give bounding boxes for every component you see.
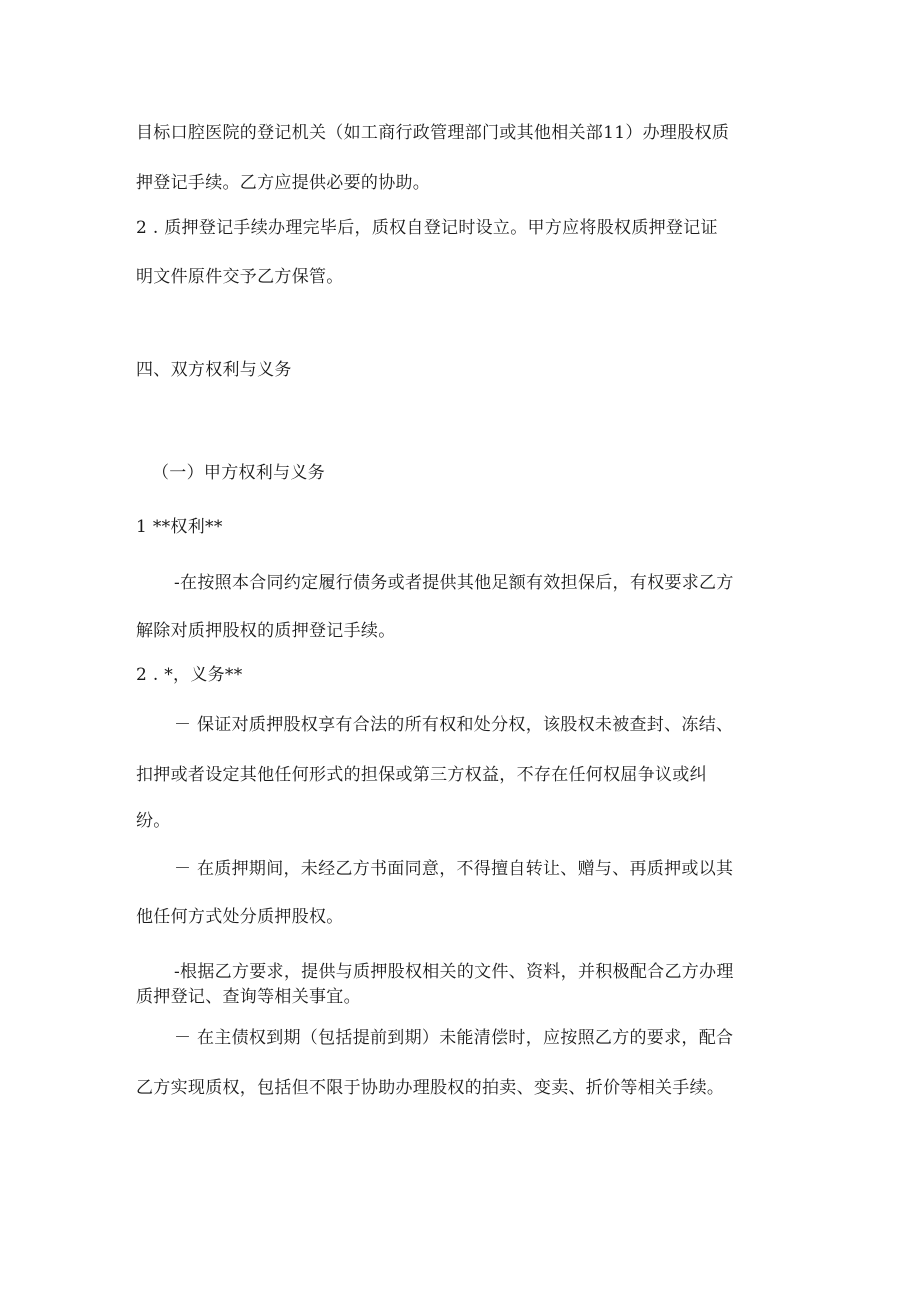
item-heading: 2 . *，义务**	[136, 665, 243, 685]
paragraph-line: 扣押或者设定其他任何形式的担保或第三方权益，不存在任何权屈争议或纠	[136, 765, 707, 785]
paragraph-line: 纷。	[136, 811, 171, 831]
paragraph-line: 明文件原件交予乙方保管。	[136, 267, 344, 287]
paragraph-line: 2 . 质押登记手续办理完毕后，质权自登记时设立。甲方应将股权质押登记证	[136, 218, 718, 238]
section-heading: 四、双方权利与义务	[136, 360, 292, 380]
paragraph-line: 目标口腔医院的登记机关（如工商行政管理部门或其他相关部11）办理股权质	[136, 123, 730, 143]
paragraph-line: 乙方实现质权，包括但不限于协助办理股权的拍卖、变卖、折价等相关手续。	[136, 1078, 725, 1098]
paragraph-line: 押登记手续。乙方应提供必要的协助。	[136, 173, 431, 193]
subsection-heading: （一）甲方权利与义务	[152, 463, 325, 483]
paragraph-line: － 在主债权到期（包括提前到期）未能清偿时，应按照乙方的要求，配合	[174, 1028, 734, 1048]
paragraph-line: － 保证对质押股权享有合法的所有权和处分权，该股权未被查封、冻结、	[174, 715, 734, 735]
paragraph-line: 解除对质押股权的质押登记手续。	[136, 621, 396, 641]
paragraph-line: -在按照本合同约定履行债务或者提供其他足额有效担保后，有权要求乙方	[174, 573, 734, 593]
item-heading: 1 **权利**	[136, 517, 223, 537]
paragraph-line: － 在质押期间，未经乙方书面同意，不得擅自转让、赠与、再质押或以其	[174, 859, 734, 879]
paragraph-line: 质押登记、查询等相关事宜。	[136, 987, 361, 1007]
paragraph-line: -根据乙方要求，提供与质押股权相关的文件、资料，并积极配合乙方办理	[174, 962, 734, 982]
paragraph-line: 他任何方式处分质押股权。	[136, 907, 344, 927]
